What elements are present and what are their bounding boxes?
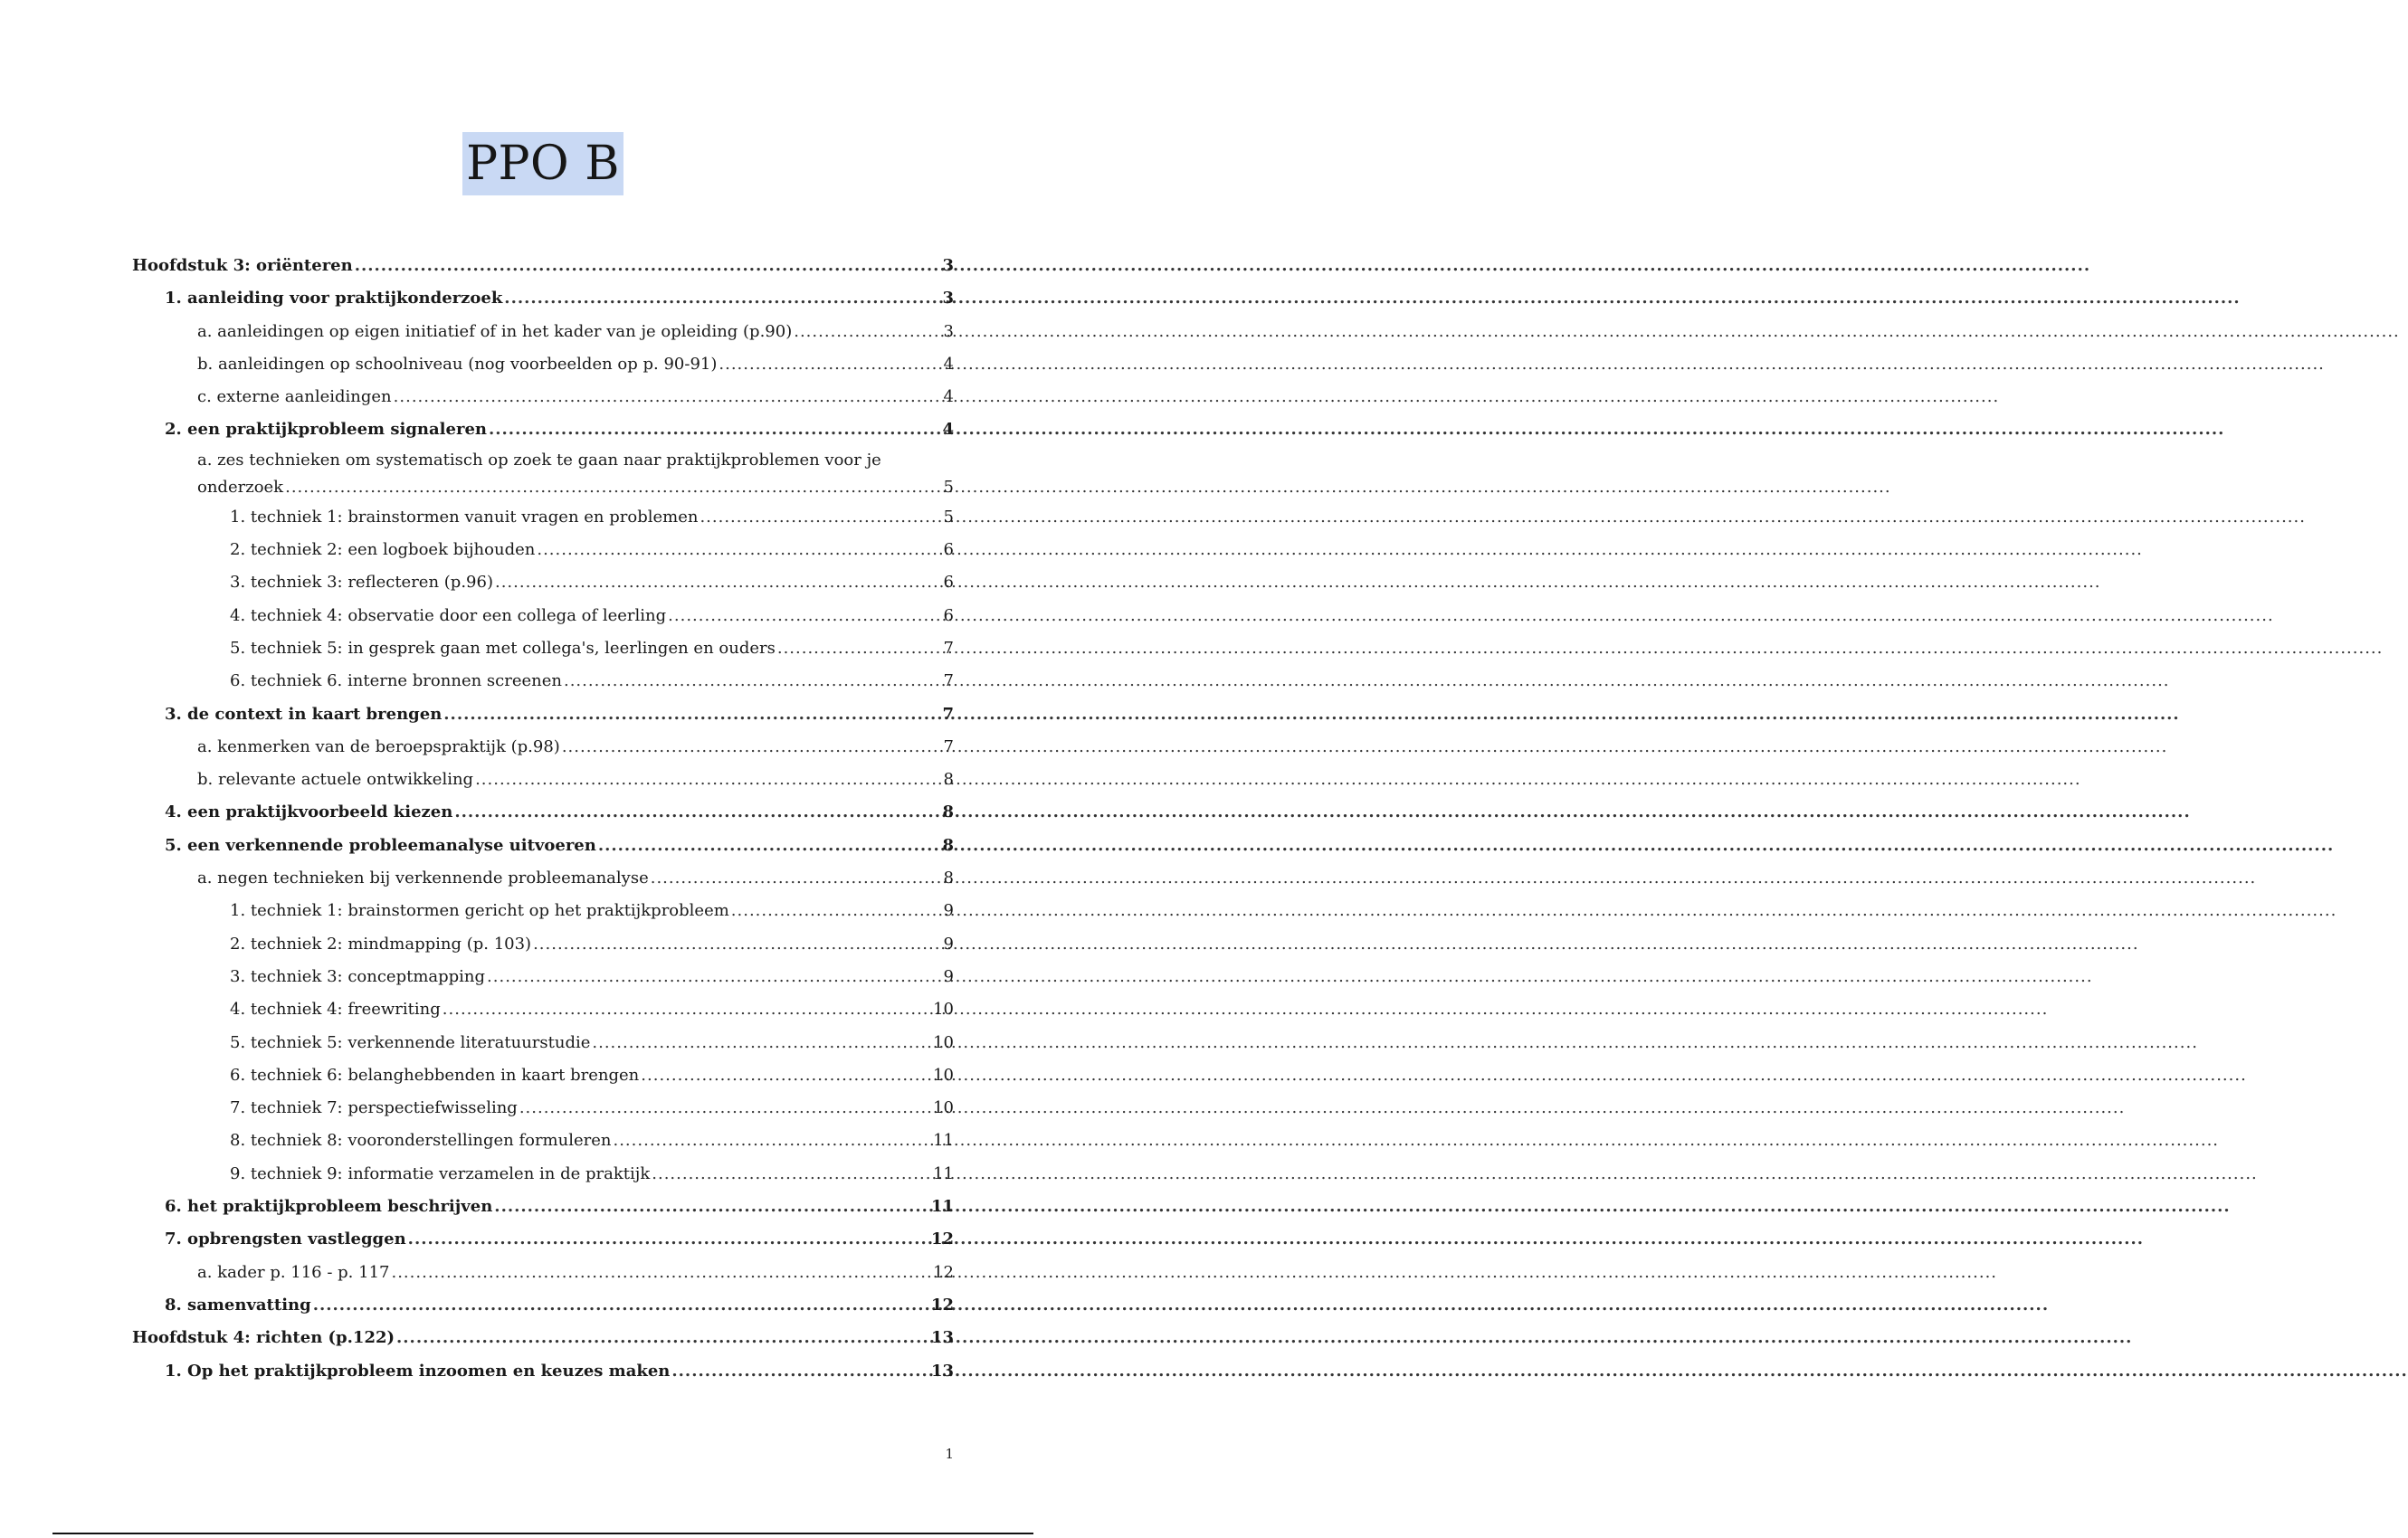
toc-entry-page: 11 [933, 1163, 954, 1183]
toc-entry-label: 5. techniek 5: verkennende literatuurstudie [230, 1032, 591, 1052]
title-wrap [0, 132, 1086, 195]
toc-dot-leader [487, 961, 941, 993]
toc-entry-label: a. aanleidingen op eigen initiatief of in het kader van je opleiding (p.90) [197, 321, 793, 341]
toc-dot-leader [355, 250, 941, 282]
toc-dot-leader [641, 1059, 931, 1092]
toc-entry[interactable] [132, 731, 954, 764]
toc-entry-label: 6. het praktijkprobleem beschrijven [165, 1197, 493, 1217]
toc-entry-label: 7. opbrengsten vastleggen [165, 1229, 406, 1249]
toc-entry-label: 6. techniek 6. interne bronnen screenen [230, 671, 562, 691]
toc-entry[interactable] [132, 1322, 954, 1354]
toc-dot-leader [408, 1223, 929, 1256]
toc-entry-page: 12 [930, 1295, 954, 1315]
toc-entry-page: 8 [943, 869, 954, 888]
toc-entry-label: 8. techniek 8: vooronderstellingen formuleren [230, 1131, 612, 1151]
toc-entry[interactable] [132, 413, 954, 446]
toc-entry-label: a. kenmerken van de beroepspraktijk (p.98) [197, 736, 560, 756]
toc-dot-leader [391, 1257, 931, 1289]
toc-dot-leader [285, 474, 941, 501]
toc-entry-page: 4 [943, 387, 954, 407]
toc-entry[interactable] [132, 698, 954, 731]
toc-entry-label: 1. techniek 1: brainstormen gericht op het praktijkprobleem [230, 901, 729, 921]
toc-entry-page: 10 [933, 1032, 954, 1052]
toc-entry-label: 3. techniek 3: reflecteren (p.96) [230, 573, 493, 593]
toc-dot-leader [475, 764, 941, 796]
toc-entry-label: 4. techniek 4: observatie door een collega of leerling [230, 605, 667, 625]
toc-entry-label: Hoofdstuk 3: oriënteren [132, 256, 353, 275]
toc-entry[interactable] [132, 830, 954, 862]
toc-entry-label: 6. techniek 6: belanghebbenden in kaart brengen [230, 1065, 640, 1085]
toc-dot-leader [533, 928, 941, 961]
page-number: 1 [945, 1446, 954, 1462]
toc-dot-leader [651, 862, 941, 895]
toc-entry-label: 1. aanleiding voor praktijkonderzoek [165, 289, 503, 309]
toc-entry-page: 10 [933, 1065, 954, 1085]
toc-entry[interactable] [132, 1223, 954, 1256]
toc-entry-page: 7 [943, 671, 954, 691]
toc-dot-leader [564, 665, 941, 698]
toc-entry[interactable] [132, 1125, 954, 1157]
toc-entry-page: 10 [933, 1098, 954, 1118]
toc-dot-leader [794, 316, 941, 348]
toc-entry-page: 8 [942, 802, 954, 822]
toc-entry-label: 9. techniek 9: informatie verzamelen in de praktijk [230, 1163, 651, 1183]
toc-dot-leader [592, 1027, 931, 1059]
toc-dot-leader [313, 1289, 929, 1322]
toc-dot-leader [454, 796, 940, 829]
toc-entry-label: Hoofdstuk 4: richten (p.122) [132, 1328, 395, 1348]
toc-entry-page: 4 [942, 420, 954, 440]
toc-entry-page: 3 [942, 289, 954, 309]
toc-dot-leader [504, 282, 940, 315]
toc-entry[interactable] [132, 632, 954, 665]
toc-dot-leader [495, 566, 941, 599]
toc-entry-page: 12 [930, 1229, 954, 1249]
toc-entry-label: 7. techniek 7: perspectiefwisseling [230, 1098, 518, 1118]
document-title: PPO B [462, 132, 623, 195]
toc-dot-leader [443, 993, 931, 1026]
toc-entry-label: 5. techniek 5: in gesprek gaan met collega's, leerlingen en ouders [230, 638, 776, 658]
toc-entry[interactable] [132, 764, 954, 796]
toc-entry-page: 3 [942, 256, 954, 275]
toc-entry[interactable] [132, 862, 954, 895]
toc-entry-label: b. relevante actuele ontwikkeling [197, 770, 474, 790]
toc-dot-leader [652, 1158, 931, 1191]
toc-dot-leader [396, 1322, 929, 1354]
toc-dot-leader [519, 1092, 931, 1125]
toc-entry-page: 12 [933, 1262, 954, 1282]
toc-entry-page: 9 [943, 901, 954, 921]
toc-entry-label: a. zes technieken om systematisch op zoek te gaan naar praktijkproblemen voor je [197, 450, 881, 470]
toc-entry[interactable] [132, 381, 954, 413]
toc-entry[interactable] [132, 928, 954, 961]
toc-entry-page: 7 [943, 638, 954, 658]
toc-entry[interactable] [132, 1092, 954, 1125]
toc-entry[interactable] [132, 600, 954, 632]
toc-entry-page: 5 [943, 507, 954, 527]
toc-entry-label: 4. een praktijkvoorbeeld kiezen [165, 802, 453, 822]
toc-entry-label: 3. de context in kaart brengen [165, 704, 443, 724]
toc-entry-label: 5. een verkennende probleemanalyse uitvoeren [165, 835, 596, 855]
toc-entry-page: 10 [933, 1000, 954, 1020]
toc-entry[interactable] [132, 282, 954, 315]
toc-entry-page: 13 [930, 1328, 954, 1348]
toc-entry-page: 11 [930, 1197, 954, 1217]
table-of-contents [132, 250, 954, 1388]
toc-entry[interactable] [132, 566, 954, 599]
toc-entry[interactable] [132, 993, 954, 1026]
toc-dot-leader [562, 731, 941, 764]
toc-entry-label: 1. techniek 1: brainstormen vanuit vragen en problemen [230, 507, 699, 527]
toc-dot-leader [731, 895, 941, 927]
toc-entry-page: 8 [943, 770, 954, 790]
toc-entry[interactable] [132, 348, 954, 381]
toc-entry-page: 9 [943, 934, 954, 954]
toc-entry-page: 6 [943, 573, 954, 593]
toc-entry[interactable] [132, 534, 954, 566]
toc-entry[interactable] [132, 1289, 954, 1322]
toc-entry[interactable] [132, 1158, 954, 1191]
toc-dot-leader [719, 348, 941, 381]
toc-dot-leader [613, 1125, 931, 1157]
toc-entry-page: 6 [943, 605, 954, 625]
footer-divider [52, 1533, 1033, 1534]
toc-entry-page: 7 [943, 736, 954, 756]
toc-entry[interactable] [132, 1191, 954, 1223]
toc-entry-page: 8 [942, 835, 954, 855]
toc-entry[interactable] [132, 1027, 954, 1059]
toc-entry-label: 3. techniek 3: conceptmapping [230, 966, 486, 986]
toc-entry-page: 9 [943, 966, 954, 986]
toc-dot-leader [668, 600, 941, 632]
toc-entry-page: 7 [942, 704, 954, 724]
toc-entry[interactable] [132, 1355, 954, 1388]
toc-entry-page: 3 [943, 321, 954, 341]
toc-entry-page: 4 [943, 354, 954, 374]
toc-entry-label: a. kader p. 116 - p. 117 [197, 1262, 390, 1282]
toc-entry-label: onderzoek [197, 477, 284, 497]
toc-entry[interactable] [132, 1059, 954, 1092]
toc-entry[interactable] [132, 796, 954, 829]
toc-entry[interactable] [132, 665, 954, 698]
toc-entry-page: 13 [930, 1361, 954, 1381]
toc-entry[interactable] [132, 250, 954, 282]
toc-entry[interactable] [132, 961, 954, 993]
toc-entry-label: c. externe aanleidingen [197, 387, 392, 407]
toc-entry-label: b. aanleidingen op schoolniveau (nog voorbeelden op p. 90-91) [197, 354, 718, 374]
document-page [0, 0, 1086, 1538]
toc-entry[interactable] [132, 316, 954, 348]
toc-dot-leader [777, 632, 941, 665]
toc-entry-label: a. negen technieken bij verkennende probleemanalyse [197, 869, 649, 888]
toc-entry-page: 5 [943, 477, 954, 497]
toc-dot-leader [598, 830, 941, 862]
toc-entry-label: 8. samenvatting [165, 1295, 311, 1315]
toc-dot-leader [494, 1191, 929, 1223]
toc-entry-label: 4. techniek 4: freewriting [230, 1000, 441, 1020]
toc-entry-page: 11 [933, 1131, 954, 1151]
toc-entry-label: 2. techniek 2: mindmapping (p. 103) [230, 934, 532, 954]
toc-dot-leader [489, 413, 940, 446]
toc-dot-leader [671, 1355, 929, 1388]
toc-dot-leader [700, 501, 941, 534]
toc-dot-leader [443, 698, 940, 731]
toc-entry-label: 1. Op het praktijkprobleem inzoomen en keuzes maken [165, 1361, 671, 1381]
toc-entry-page: 6 [943, 540, 954, 560]
toc-entry-continuation [197, 474, 954, 501]
toc-entry[interactable] [132, 1257, 954, 1289]
toc-entry[interactable] [132, 501, 954, 534]
toc-entry-label: 2. techniek 2: een logboek bijhouden [230, 540, 536, 560]
toc-entry[interactable] [132, 447, 954, 501]
toc-entry-label: 2. een praktijkprobleem signaleren [165, 420, 487, 440]
toc-dot-leader [537, 534, 941, 566]
toc-dot-leader [394, 381, 941, 413]
toc-entry[interactable] [132, 895, 954, 927]
